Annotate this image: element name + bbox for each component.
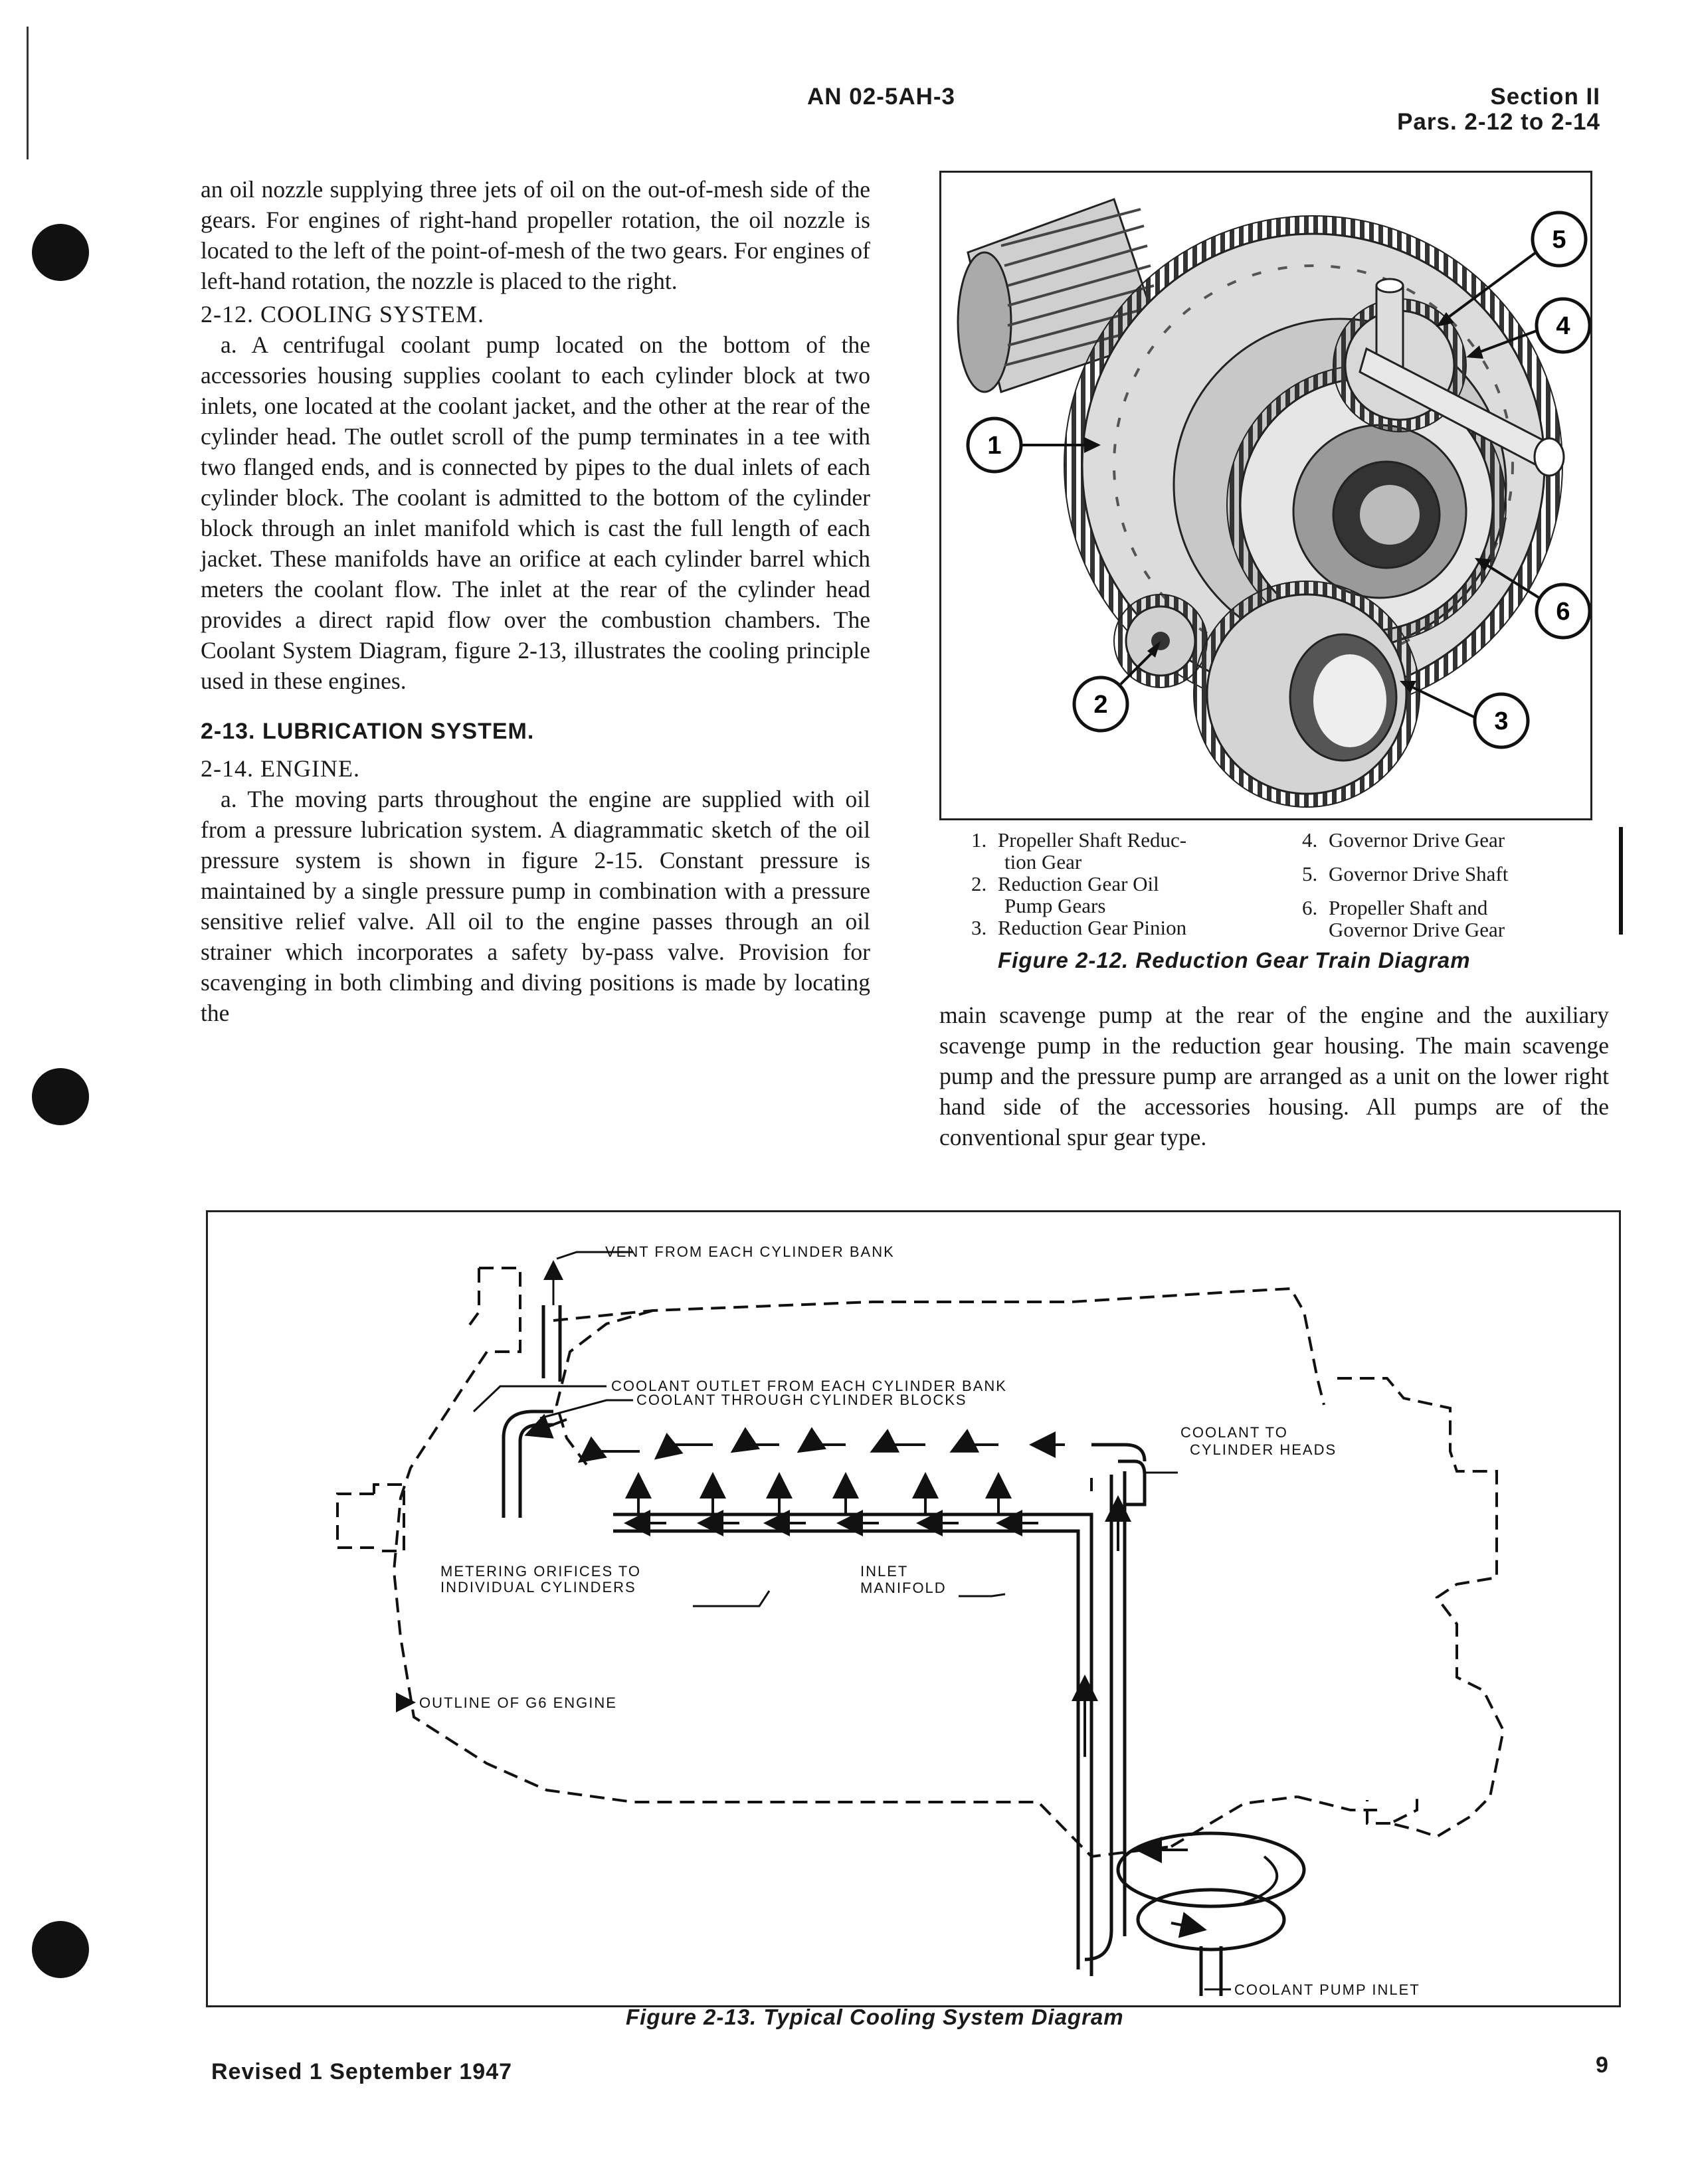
coolant-block-arrows	[527, 1419, 1065, 1461]
label-metering-2: INDIVIDUAL CYLINDERS	[440, 1579, 636, 1595]
right-column-text: main scavenge pump at the rear of the engine and the auxiliary scavenge pump in the reduction gear housing. The main scavenge pump and the pressure pump are arranged as a unit on the lower right hand side of the accessories housing. All pumps are of the conventional spur gear type.	[939, 1002, 1609, 1150]
inlet-manifold-arrows	[626, 1498, 1118, 1757]
coolant-pump	[1118, 1833, 1304, 1996]
label-vent: VENT FROM EACH CYLINDER BANK	[605, 1243, 895, 1260]
legend-item-4: 4. Governor Drive Gear	[1302, 828, 1505, 852]
change-bar	[1619, 827, 1623, 935]
legend-item-6-cont: Governor Drive Gear	[1329, 918, 1505, 941]
label-coolant-through-blocks: COOLANT THROUGH CYLINDER BLOCKS	[636, 1392, 967, 1408]
label-coolant-to-heads-2: CYLINDER HEADS	[1190, 1441, 1337, 1458]
callout-3	[1400, 681, 1528, 747]
cooling-system-diagram	[208, 1212, 1619, 2005]
legend-item-1: 1. Propeller Shaft Reduc-	[971, 828, 1187, 852]
punch-hole-middle	[32, 1068, 89, 1125]
label-coolant-to-heads-1: COOLANT TO	[1180, 1424, 1288, 1441]
label-coolant-outlet: COOLANT OUTLET FROM EACH CYLINDER BANK	[611, 1378, 1007, 1394]
callout-6-number: 6	[1556, 598, 1570, 626]
engine-heading: 2-14. ENGINE.	[201, 755, 360, 782]
lubrication-heading: 2-13. LUBRICATION SYSTEM.	[201, 719, 535, 744]
page-edge-mark	[27, 27, 29, 159]
punch-hole-top	[32, 224, 89, 281]
label-engine-outline: OUTLINE OF G6 ENGINE	[419, 1694, 617, 1711]
callout-3-number: 3	[1494, 707, 1509, 735]
figure-2-13-frame	[206, 1210, 1621, 2007]
label-pump-inlet: COOLANT PUMP INLET	[1234, 1981, 1420, 1998]
callout-5-number: 5	[1552, 226, 1566, 254]
legend-item-2: 2. Reduction Gear Oil	[971, 872, 1159, 895]
punch-hole-bottom	[32, 1921, 89, 1978]
legend-item-3: 3. Reduction Gear Pinion	[971, 916, 1187, 939]
callout-1-number: 1	[987, 432, 1002, 460]
reduction-gear-illustration	[941, 173, 1590, 818]
legend-item-2-cont: Pump Gears	[1004, 894, 1106, 917]
label-metering-1: METERING ORIFICES TO	[440, 1563, 641, 1580]
reduction-gear-pinion	[1194, 581, 1420, 807]
label-inlet-manifold-1: INLET	[860, 1563, 909, 1580]
figure-2-12-legend-left	[971, 829, 1283, 939]
legend-item-1-cont: tion Gear	[1004, 850, 1082, 873]
intro-paragraph: an oil nozzle supplying three jets of oil on the out-of-mesh side of the gears. For engines of right-hand propeller rotation, the oil nozzle is located to the left of the point-of-mesh of the two gears. For engines of left-hand rotation, the nozzle is placed to the right.	[201, 176, 870, 294]
paragraph-range: Pars. 2-12 to 2-14	[1397, 109, 1600, 135]
cooling-system-heading: 2-12. COOLING SYSTEM.	[201, 301, 485, 327]
section-label: Section II	[1490, 84, 1600, 110]
engine-paragraph: a. The moving parts throughout the engine are supplied with oil from a pressure lubrication system. A diagrammatic sketch of the oil pressure system is shown in figure 2-15. Constant pressure is maintained by a single pressure pump in combination with a pressure sensitive relief valve. All oil to the engine passes through an oil strainer which incorporates a safety by-pass valve. Provision for scavenging in both climbing and diving positions is made by locating the	[201, 786, 870, 1026]
callout-4-number: 4	[1556, 312, 1570, 340]
label-leaders	[401, 1386, 1231, 1989]
figure-2-12-frame	[939, 171, 1592, 820]
figure-2-12-legend-right	[1302, 829, 1588, 941]
document-id: AN 02-5AH-3	[807, 84, 955, 110]
revision-date: Revised 1 September 1947	[211, 2059, 513, 2084]
callout-2-number: 2	[1093, 691, 1108, 719]
cooling-system-paragraph: a. A centrifugal coolant pump located on the bottom of the accessories housing supplies coolant to each cylinder block at two inlets, one located at the coolant jacket, and the other at the rear of the cylinder head. The outlet scroll of the pump terminates in a tee with two flanged ends, and is connected by pipes to the dual inlets of each cylinder block. The coolant is admitted to the bottom of the cylinder block through an inlet manifold which is cast the full length of each jacket. These manifolds have an orifice at each cylinder barrel which meters the coolant flow. The inlet at the rear of the cylinder head provides a direct rapid flow over the combustion chambers. The Coolant System Diagram, figure 2-13, illustrates the cooling principle used in these engines.	[201, 331, 870, 694]
legend-item-5: 5. Governor Drive Shaft	[1302, 862, 1509, 885]
coolant-piping	[504, 1411, 1145, 1976]
engine-outline	[337, 1268, 1503, 1857]
figure-2-12-caption: Figure 2-12. Reduction Gear Train Diagram	[998, 948, 1471, 972]
left-column	[201, 174, 870, 1028]
label-inlet-manifold-2: MANIFOLD	[860, 1580, 947, 1596]
metering-orifice-arrows	[638, 1475, 1091, 1514]
figure-2-13-caption: Figure 2-13. Typical Cooling System Diagram	[626, 2005, 1124, 2029]
page-number: 9	[1596, 2052, 1608, 2078]
legend-item-6: 6. Propeller Shaft and	[1302, 896, 1488, 919]
